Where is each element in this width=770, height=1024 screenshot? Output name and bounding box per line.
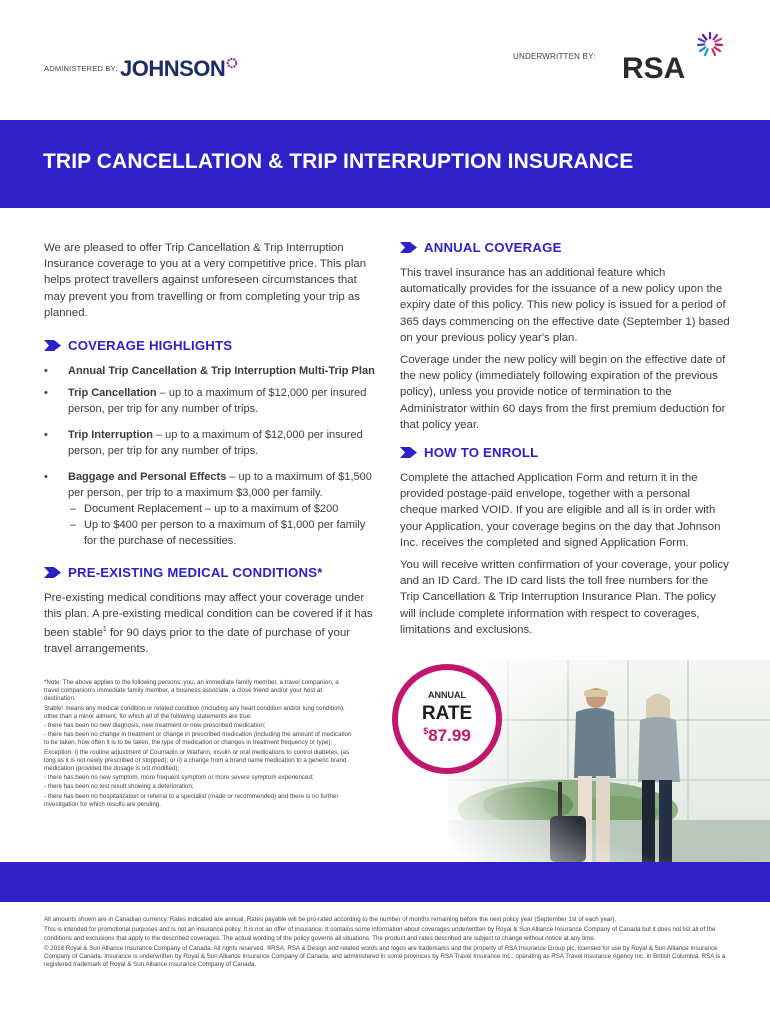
item-bold: Annual Trip Cancellation & Trip Interruption Multi-Trip Plan <box>68 365 375 378</box>
how-to-enroll-title: HOW TO ENROLL <box>424 445 539 461</box>
list-item <box>44 469 379 549</box>
fineprint-line: - there has been no hospitalization or referral to a specialist (made or recommended) and there is no further investigation for which results are pending. <box>44 792 339 808</box>
sub-item: – Up to $400 per person to a maximum of $1,000 per family for the purchase of necessities. <box>70 519 366 548</box>
bullet: • <box>44 365 48 378</box>
item-text: – up to a maximum of $12,000 per insured person, per trip for any number of trips. <box>68 429 363 458</box>
coverage-list <box>44 363 379 549</box>
arrow-right-icon <box>44 567 61 578</box>
rate-badge <box>392 664 502 774</box>
rsa-wordmark: RSA <box>622 52 686 85</box>
footer-band <box>0 862 770 902</box>
administered-by-label: ADMINISTERED BY: <box>44 64 118 73</box>
sub-list <box>68 501 379 549</box>
fineprint-line: Exception: i) the routine adjustment of Coumadin or Warfarin, insulin or oral medications to control diabetes, (as long as it is not newly prescribed or stopped); or ii) a change from a brand name medication to a generic brand medication (provided the dosage is not modified); <box>44 748 350 773</box>
fineprint-line: - there has been no test result showing a deterioration; <box>44 783 194 791</box>
fineprint-line: - there has been no new symptom, more frequent symptom or more severe symptom experienced; <box>44 774 314 782</box>
title-banner <box>0 120 770 208</box>
rate-label: RATE <box>421 703 473 724</box>
preexisting-title: PRE-EXISTING MEDICAL CONDITIONS* <box>68 565 323 581</box>
sub-item: – Document Replacement – up to a maximum of $200 <box>70 503 339 516</box>
fineprint-line: Stable¹ means any medical condition or related condition (including any heart condition and/or lung condition), other than a minor ailment, for which all of the following statements are true: <box>44 704 345 720</box>
item-bold: Trip Cancellation <box>68 387 157 400</box>
list-item <box>44 427 379 459</box>
rate-badge-inner <box>398 670 496 768</box>
item-bold: Trip Interruption <box>68 429 153 442</box>
johnson-logo <box>120 56 238 82</box>
how-to-enroll-heading <box>400 445 730 460</box>
right-column <box>400 240 730 638</box>
rsa-logo <box>622 30 732 85</box>
fineprint-line: *Note: The above applies to the following persons: you, an immediate family member, a travel companion, a travel companion's immediate family member, a business associate, a close friend and/or your host at destination. <box>44 679 339 703</box>
footer-disclaimer <box>44 916 730 972</box>
fineprint-line: - there has been no new diagnosis, new treatment or new prescribed medication; <box>44 722 266 730</box>
arrow-right-icon <box>44 340 61 351</box>
annual-paragraph-1: This travel insurance has an additional feature which automatically provides for the issuance of a new policy upon the expiry date of this policy. This new policy is issued for a period of 365 days commencing on the effective date (September 1) based on your previous policy year's plan. <box>400 267 730 344</box>
item-bold: Baggage and Personal Effects <box>68 471 227 484</box>
enroll-paragraph-2: You will receive written confirmation of your coverage, your policy and an ID Card. The ID card lists the toll free numbers for the Trip Cancellation & Trip Interruption Insurance Plan. The policy will include complete information with respect to coverages, limitations and exclusions. <box>400 559 729 636</box>
preexisting-heading <box>44 565 379 580</box>
arrow-right-icon <box>400 447 417 458</box>
johnson-wordmark: JOHNSON <box>120 56 226 81</box>
page-title: TRIP CANCELLATION & TRIP INTERRUPTION INSURANCE <box>43 150 634 173</box>
bullet: • <box>44 387 48 400</box>
left-column <box>44 240 379 658</box>
coverage-highlights-title: COVERAGE HIGHLIGHTS <box>68 338 233 354</box>
list-item <box>44 385 379 417</box>
intro-paragraph: We are pleased to offer Trip Cancellation & Trip Interruption Insurance coverage to you at a very competitive price. This plan helps protect travellers against unforeseen circumstances that may prevent you from travelling or from completing your trip as planned. <box>44 242 367 319</box>
bullet: • <box>44 471 48 484</box>
footer-line: © 2018 Royal & Sun Alliance Insurance Company of Canada. All rights reserved. ®RSA, RSA & Design and related words and logos are trademarks and the property of RSA Insurance Group plc, licensed for use by Royal & Sun Alliance Insurance Company of Canada. Insurance is underwritten by Royal & Sun Alliance Insurance Company of Canada, and administered in some provinces by RSA Travel Insurance Inc., operating as RSA Travel Insurance Agency Inc. in British Columbia. RSA is a registered trademark of Royal & Sun Alliance Insurance Company of Canada. <box>44 944 726 969</box>
johnson-ring-icon <box>226 57 238 69</box>
fineprint-notes <box>44 679 354 810</box>
rate-annual-label: ANNUAL <box>428 690 466 700</box>
rsa-burst-icon <box>698 33 722 55</box>
list-item <box>44 363 379 379</box>
rate-price: $87.99 <box>423 726 471 745</box>
footer-line: All amounts shown are in Canadian currency. Rates indicated are annual. Rates payable will be pro-rated according to the number of months remaining before the next policy year (September 1st of each year). <box>44 916 617 923</box>
underwritten-by-label: UNDERWRITTEN BY: <box>513 52 596 61</box>
annual-coverage-heading <box>400 240 730 255</box>
item-text: – up to a maximum of $1,500 per person, per trip to a maximum $3,000 per family. <box>68 471 372 500</box>
footer-line: This is intended for promotional purposes and is not an insurance policy. It is not an offer of insurance. It contains some information about coverages underwritten by Royal & Sun Alliance Insurance Company of Canada but it does not list all of the conditions and exclusions that apply to the described coverages. The actual wording of the policy governs all situations. The product and rates described are subject to change without notice at any time. <box>44 926 716 942</box>
arrow-right-icon <box>400 242 417 253</box>
enroll-paragraph-1: Complete the attached Application Form and return it in the provided postage-paid envelope, together with a personal cheque marked VOID. If you are eligible and all is in order with your Application, your coverage begins on the day that Johnson Inc. receives the completed and signed Application Form. <box>400 472 721 549</box>
annual-paragraph-2: Coverage under the new policy will begin on the effective date of the new policy (immediately following expiration of the previous policy), unless you provide notice of termination to the Administrator within 60 days from the first premium deduction for that policy year. <box>400 354 726 431</box>
fineprint-line: - there has been no change in treatment or change in prescribed medication (including the amount of medication to be taken, how often it is to be taken, the type of medication or changes in treatment frequency or type); <box>44 731 352 747</box>
annual-coverage-title: ANNUAL COVERAGE <box>424 240 562 255</box>
bullet: • <box>44 429 48 442</box>
preexisting-paragraph: Pre-existing medical conditions may affect your coverage under this plan. A pre-existing medical condition can be covered if it has been stable$^1$ for 90 days prior to the date of purchase of your travel arrangements. <box>44 592 373 656</box>
travellers-photo <box>448 660 770 862</box>
item-text: – up to a maximum of $12,000 per insured person, per trip for any number of trips. <box>68 387 367 416</box>
coverage-highlights-heading <box>44 338 379 353</box>
